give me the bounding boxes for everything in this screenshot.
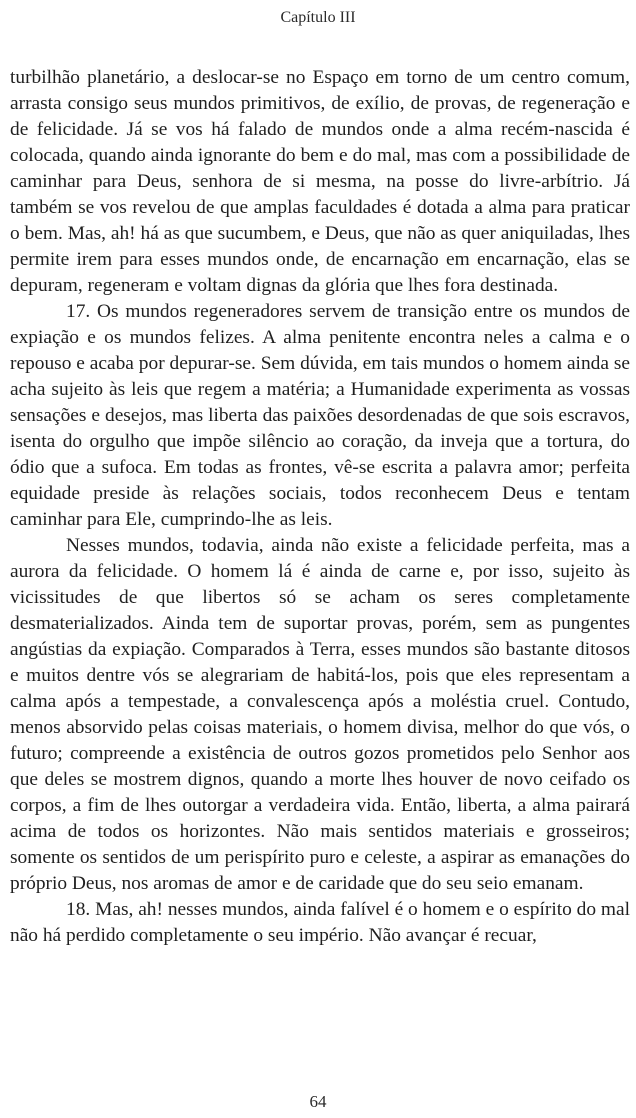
text-block (10, 65, 630, 949)
page-number: 64 (309, 1092, 327, 1111)
paragraph-17: 17. Os mundos regeneradores servem de transição entre os mundos de expiação e os mundos felizes. A alma penitente encontra neles a calma e o repouso e acaba por depurar-se. Sem dúvida, em tais mundos o homem ainda se acha sujeito às leis que regem a matéria; a Humanidade experimenta as vossas sensações e desejos, mas liberta das paixões desordenadas de que sois escravos, isenta do orgulho que impõe silêncio ao coração, da inveja que a tortura, do ódio que a sufoca. Em todas as frontes, vê-se escrita a palavra amor; perfeita equidade preside às relações sociais, todos reconhecem Deus e tentam caminhar para Ele, cumprindo-lhe as leis. (10, 301, 630, 530)
paragraph-18: 18. Mas, ah! nesses mundos, ainda falível é o homem e o espírito do mal não há perdido completamente o seu império. Não avançar é recuar, (10, 899, 630, 946)
paragraph-nesses-mundos: Nesses mundos, todavia, ainda não existe a felicidade perfeita, mas a aurora da felicidade. O homem lá é ainda de carne e, por isso, sujeito às vicissitudes de que libertos só se acham os seres completamente desmaterializados. Ainda tem de suportar provas, porém, sem as pungentes angústias da expiação. Comparados à Terra, esses mundos são bastante ditosos e muitos dentre vós se alegrariam de habitá-los, pois que eles representam a calma após a tempestade, a convalescença após a moléstia cruel. Contudo, menos absorvido pelas coisas materiais, o homem divisa, melhor do que vós, o futuro; compreende a existência de outros gozos prometidos pelo Senhor aos que deles se mostrem dignos, quando a morte lhes houver de novo ceifado os corpos, a fim de lhes outorgar a verdadeira vida. Então, liberta, a alma pairará acima de todos os horizontes. Não mais sentidos materiais e grosseiros; somente os sentidos de um perispírito puro e celeste, a aspirar as emanações do próprio Deus, nos aromas de amor e de caridade que do seu seio emanam. (10, 535, 630, 894)
paragraph-continuation: turbilhão planetário, a deslocar-se no Espaço em torno de um centro comum, arrasta consigo seus mundos primitivos, de exílio, de provas, de regeneração e de felicidade. Já se vos há falado de mundos onde a alma recém-nascida é colocada, quando ainda ignorante do bem e do mal, mas com a possibilidade de caminhar para Deus, senhora de si mesma, na posse do livre-arbítrio. Já também se vos revelou de que amplas faculdades é dotada a alma para praticar o bem. Mas, ah! há as que sucumbem, e Deus, que não as quer aniquiladas, lhes permite irem para esses mundos onde, de encarnação em encarnação, elas se depuram, regeneram e voltam dignas da glória que lhes fora destinada. (10, 67, 630, 296)
running-head: Capítulo III (280, 9, 356, 26)
